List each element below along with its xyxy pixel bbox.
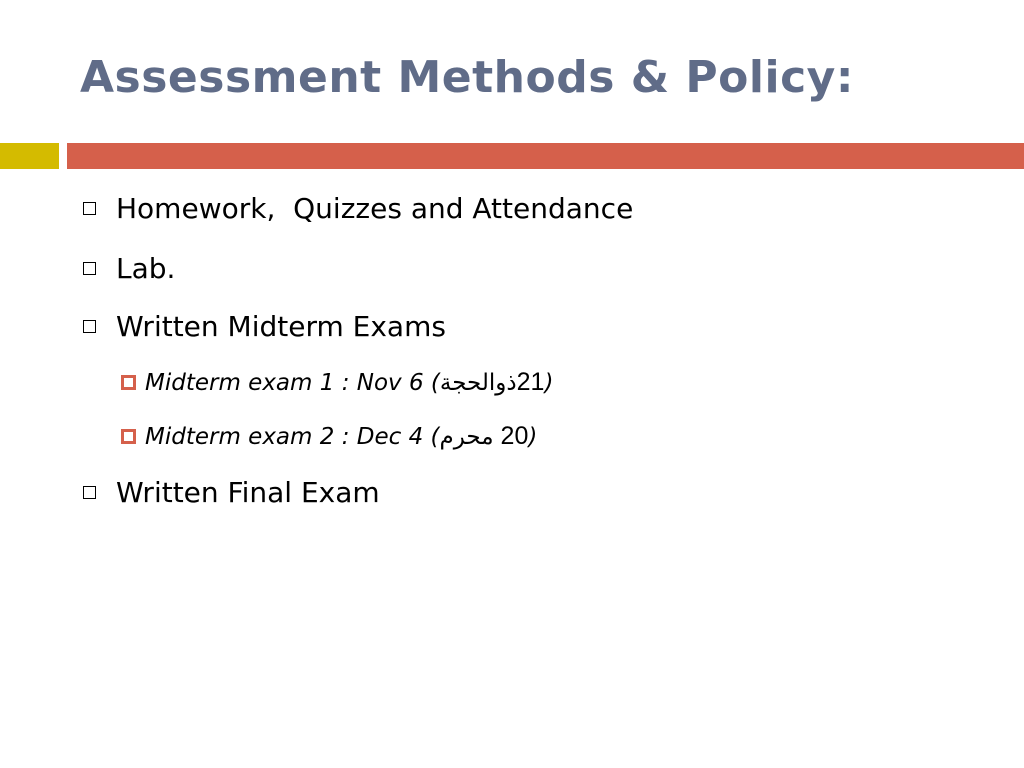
slide-title: Assessment Methods & Policy: — [80, 52, 854, 103]
accent-bar-left — [0, 143, 59, 169]
filled-square-icon — [121, 429, 136, 444]
midterm-1-hijri-day: 21 — [516, 368, 545, 396]
filled-square-icon — [121, 375, 136, 390]
list-item-final-exam — [83, 476, 380, 509]
list-item-midterms — [83, 310, 446, 343]
list-item-midterm-2 — [121, 422, 537, 451]
midterm-1-hijri-month: ذوالحجة — [439, 369, 517, 396]
hollow-square-icon — [83, 262, 96, 275]
list-item-midterm-1 — [121, 368, 553, 397]
midterm-1-label: Midterm exam 1 : Nov 6 ( — [145, 369, 440, 396]
midterm-2-label: Midterm exam 2 : Dec 4 ( — [145, 423, 440, 450]
midterm-1-close: ) — [544, 369, 554, 396]
list-item-homework — [83, 192, 633, 225]
list-item-lab — [83, 252, 175, 285]
midterm-2-hijri-month: محرم — [439, 423, 494, 450]
midterm-2-hijri-day: 20 — [493, 422, 529, 450]
list-item-text: Written Final Exam — [116, 476, 380, 509]
hollow-square-icon — [83, 320, 96, 333]
accent-bar-right — [67, 143, 1024, 169]
list-item-text: Written Midterm Exams — [116, 310, 446, 343]
hollow-square-icon — [83, 202, 96, 215]
list-item-text: Homework, Quizzes and Attendance — [116, 192, 634, 225]
midterm-2-close: ) — [528, 423, 538, 450]
list-item-text: Lab. — [116, 252, 176, 285]
hollow-square-icon — [83, 486, 96, 499]
